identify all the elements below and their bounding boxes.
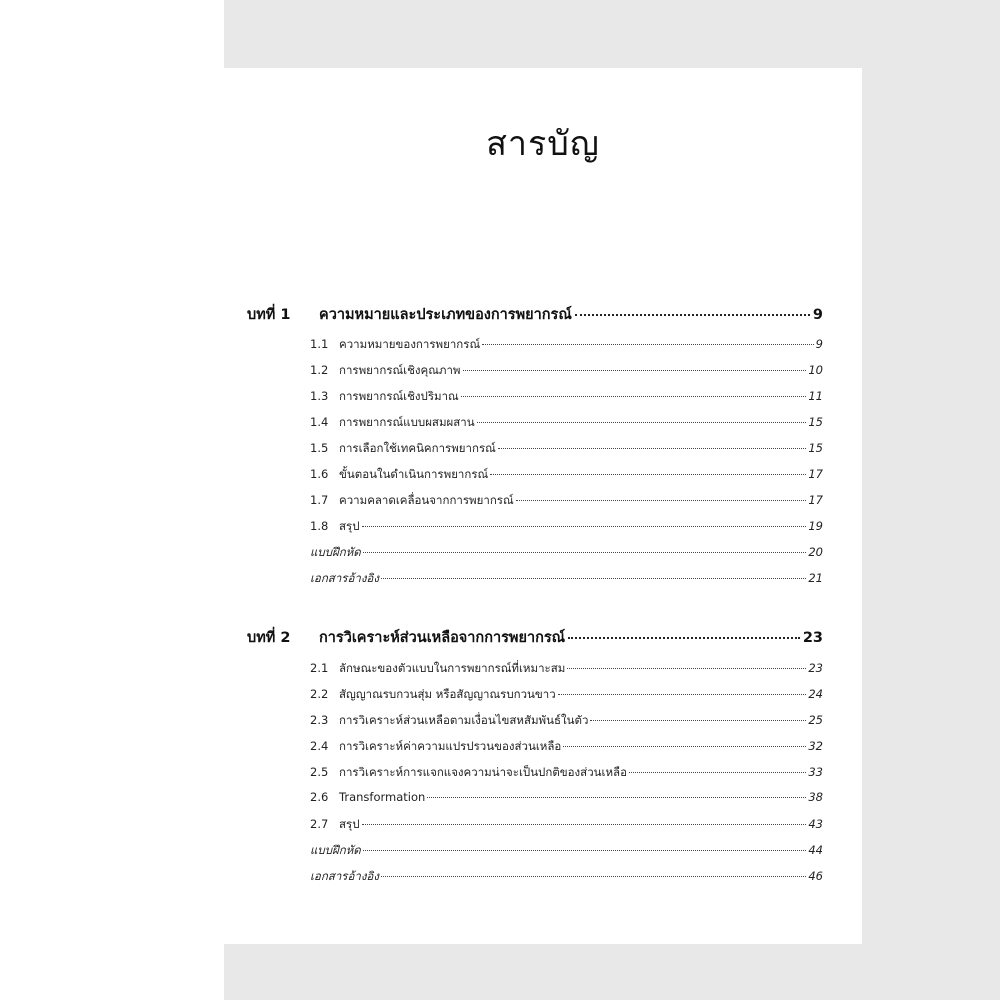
chapter-title: ความหมายและประเภทของการพยากรณ์: [319, 307, 572, 323]
dot-leader: [363, 850, 807, 851]
dot-leader: [381, 876, 806, 877]
dot-leader: [463, 370, 807, 371]
dot-leader: [362, 526, 807, 527]
entry-number: 1.6: [310, 467, 329, 481]
entry-title: ขั้นตอนในดำเนินการพยากรณ์: [339, 467, 489, 481]
entry-number: 2.3: [310, 713, 329, 727]
entry-title: สัญญาณรบกวนสุ่ม หรือสัญญาณรบกวนขาว: [339, 687, 556, 701]
entry-page: 38: [808, 790, 823, 804]
toc-entry[interactable]: [310, 466, 823, 488]
entry-title: การพยากรณ์เชิงคุณภาพ: [339, 363, 461, 377]
entry-number: 1.4: [310, 415, 329, 429]
entry-title: การเลือกใช้เทคนิคการพยากรณ์: [339, 441, 496, 455]
toc-entry[interactable]: [310, 518, 823, 540]
dot-leader: [568, 637, 800, 639]
entry-page: 15: [808, 415, 823, 429]
toc-entry[interactable]: [310, 816, 823, 838]
dot-leader: [563, 746, 806, 747]
entry-number: 1.5: [310, 441, 329, 455]
dot-leader: [629, 772, 806, 773]
entry-title: การวิเคราะห์ค่าความแปรปรวนของส่วนเหลือ: [339, 739, 562, 753]
entry-page: 17: [808, 493, 823, 507]
entry-page: 20: [808, 545, 823, 559]
dot-leader: [490, 474, 806, 475]
dot-leader: [575, 314, 810, 316]
entry-page: 19: [808, 519, 823, 533]
entry-page: 23: [808, 661, 823, 675]
entry-page: 44: [808, 843, 823, 857]
toc-entry[interactable]: [310, 712, 823, 734]
entry-title: การพยากรณ์แบบผสมผสาน: [339, 415, 475, 429]
chapter-heading[interactable]: [247, 303, 823, 329]
toc-entry[interactable]: [310, 440, 823, 462]
chapter-label: บทที่ 2: [247, 630, 291, 646]
entry-title: การวิเคราะห์การแจกแจงความน่าจะเป็นปกติของส่วนเหลือ: [339, 765, 627, 779]
entry-title: ความหมายของการพยากรณ์: [339, 337, 481, 351]
entry-page: 43: [808, 817, 823, 831]
background-border-bottom: [224, 944, 1000, 1000]
toc-entry[interactable]: [310, 492, 823, 514]
toc-entry[interactable]: [310, 388, 823, 410]
entry-number: 1.1: [310, 337, 329, 351]
toc-entry[interactable]: [310, 738, 823, 760]
entry-title: เอกสารอ้างอิง: [310, 571, 379, 585]
entry-number: 2.4: [310, 739, 329, 753]
entry-number: 1.2: [310, 363, 329, 377]
dot-leader: [516, 500, 807, 501]
toc-entry[interactable]: [310, 660, 823, 682]
entry-number: 1.7: [310, 493, 329, 507]
entry-number: 1.8: [310, 519, 329, 533]
entry-page: 25: [808, 713, 823, 727]
entry-number: 2.2: [310, 687, 329, 701]
entry-page: 21: [808, 571, 823, 585]
entry-page: 24: [808, 687, 823, 701]
entry-number: 2.5: [310, 765, 329, 779]
entry-page: 46: [808, 869, 823, 883]
entry-title: ความคลาดเคลื่อนจากการพยากรณ์: [339, 493, 514, 507]
chapter-page: 9: [812, 307, 823, 323]
dot-leader: [590, 720, 806, 721]
toc-entry[interactable]: [310, 790, 823, 812]
chapter-page: 23: [802, 630, 823, 646]
page-title: สารบัญ: [486, 124, 600, 164]
entry-page: 33: [808, 765, 823, 779]
entry-page: 10: [808, 363, 823, 377]
entry-page: 15: [808, 441, 823, 455]
entry-page: 17: [808, 467, 823, 481]
entry-number: 2.6: [310, 790, 329, 804]
toc-entry-exercises[interactable]: [310, 544, 823, 566]
dot-leader: [363, 552, 807, 553]
document-page: [224, 68, 862, 944]
dot-leader: [427, 797, 806, 798]
entry-title: สรุป: [339, 817, 360, 831]
toc-entry[interactable]: [310, 362, 823, 384]
entry-page: 9: [815, 337, 823, 351]
toc-entry[interactable]: [310, 414, 823, 436]
toc-entry[interactable]: [310, 686, 823, 708]
toc-entry-exercises[interactable]: [310, 842, 823, 864]
entry-title: การวิเคราะห์ส่วนเหลือตามเงื่อนไขสหสัมพันธ์ในตัว: [339, 713, 589, 727]
background-border-right: [862, 0, 1000, 1000]
dot-leader: [461, 396, 807, 397]
chapter-label: บทที่ 1: [247, 307, 291, 323]
entry-title: ลักษณะของตัวแบบในการพยากรณ์ที่เหมาะสม: [339, 661, 566, 675]
chapter-title: การวิเคราะห์ส่วนเหลือจากการพยากรณ์: [319, 630, 566, 646]
entry-title: เอกสารอ้างอิง: [310, 869, 379, 883]
dot-leader: [477, 422, 807, 423]
dot-leader: [498, 448, 807, 449]
dot-leader: [362, 824, 807, 825]
entry-title: การพยากรณ์เชิงปริมาณ: [339, 389, 459, 403]
dot-leader: [567, 668, 806, 669]
entry-number: 1.3: [310, 389, 329, 403]
entry-title: แบบฝึกหัด: [310, 545, 361, 559]
entry-title: สรุป: [339, 519, 360, 533]
toc-entry[interactable]: [310, 336, 823, 358]
toc-entry-references[interactable]: [310, 570, 823, 592]
toc-entry[interactable]: [310, 764, 823, 786]
dot-leader: [482, 344, 814, 345]
toc-entry-references[interactable]: [310, 868, 823, 890]
entry-page: 11: [808, 389, 823, 403]
chapter-heading[interactable]: [247, 626, 823, 652]
dot-leader: [381, 578, 806, 579]
entry-title: แบบฝึกหัด: [310, 843, 361, 857]
dot-leader: [558, 694, 807, 695]
entry-number: 2.7: [310, 817, 329, 831]
entry-page: 32: [808, 739, 823, 753]
entry-number: 2.1: [310, 661, 329, 675]
entry-title: Transformation: [339, 790, 426, 804]
